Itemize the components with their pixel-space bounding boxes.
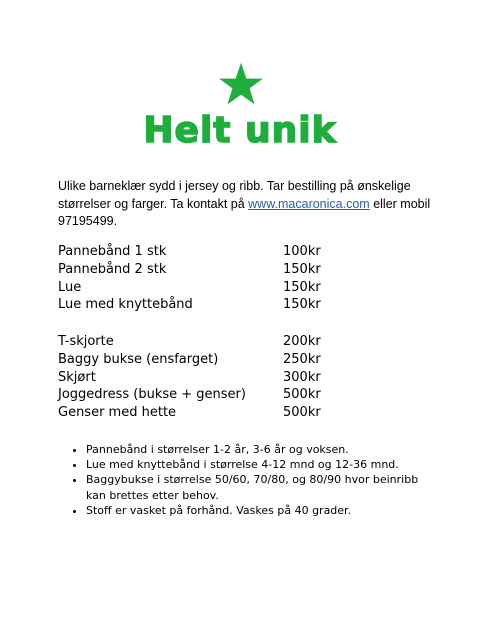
- item-name: Lue med knyttebånd: [58, 297, 193, 313]
- intro-text: Ulike barneklær sydd i jersey og ribb. Tar bestilling på ønskelige størrelser og farger. Ta kontakt på: [58, 179, 411, 211]
- price-row: [58, 279, 358, 297]
- price-row: [58, 261, 358, 279]
- intro-paragraph: [58, 178, 438, 231]
- website-link[interactable]: www.macaronica.com: [248, 196, 370, 211]
- price-row: [58, 369, 358, 387]
- item-price: 150kr: [283, 279, 321, 295]
- price-row: [58, 296, 358, 314]
- list-item: • Baggybukse i størrelse 50/60, 70/80, og 80/90 hvor beinribb kan brettes etter behov.: [86, 472, 426, 502]
- list-item: • Lue med knyttebånd i størrelse 4-12 mnd og 12-36 mnd.: [86, 457, 426, 472]
- star-icon: [218, 62, 264, 108]
- item-price: 500kr: [283, 387, 321, 403]
- price-list-accessories: [58, 243, 358, 314]
- item-name: Lue: [58, 279, 82, 295]
- item-name: Pannebånd 1 stk: [58, 244, 167, 259]
- list-item: • Stoff er vasket på forhånd. Vaskes på 40 grader.: [86, 503, 426, 518]
- price-row: [58, 243, 358, 261]
- item-name: Baggy bukse (ensfarget): [58, 351, 219, 367]
- item-price: 250kr: [283, 351, 321, 367]
- price-row: [58, 404, 358, 422]
- price-row: [58, 351, 358, 369]
- intro-contact-text: eller mobil 97195499.: [58, 196, 431, 228]
- item-price: 300kr: [283, 369, 321, 385]
- item-price: 200kr: [283, 334, 321, 349]
- item-name: Pannebånd 2 stk: [58, 261, 167, 277]
- item-price: 500kr: [283, 405, 321, 421]
- price-list-clothing: [58, 333, 358, 422]
- item-name: T-skjorte: [58, 334, 114, 349]
- item-name: Genser med hette: [58, 405, 177, 421]
- item-price: 100kr: [283, 244, 321, 259]
- notes-list: [58, 442, 426, 518]
- item-name: Joggedress (bukse + genser): [58, 387, 246, 403]
- page-title: Helt unik: [143, 110, 337, 151]
- price-row: [58, 333, 358, 351]
- list-item: • Pannebånd i størrelser 1-2 år, 3-6 år og voksen.: [86, 442, 426, 457]
- item-price: 150kr: [283, 261, 321, 277]
- item-price: 150kr: [283, 297, 321, 313]
- item-name: Skjørt: [58, 369, 96, 385]
- price-row: [58, 386, 358, 404]
